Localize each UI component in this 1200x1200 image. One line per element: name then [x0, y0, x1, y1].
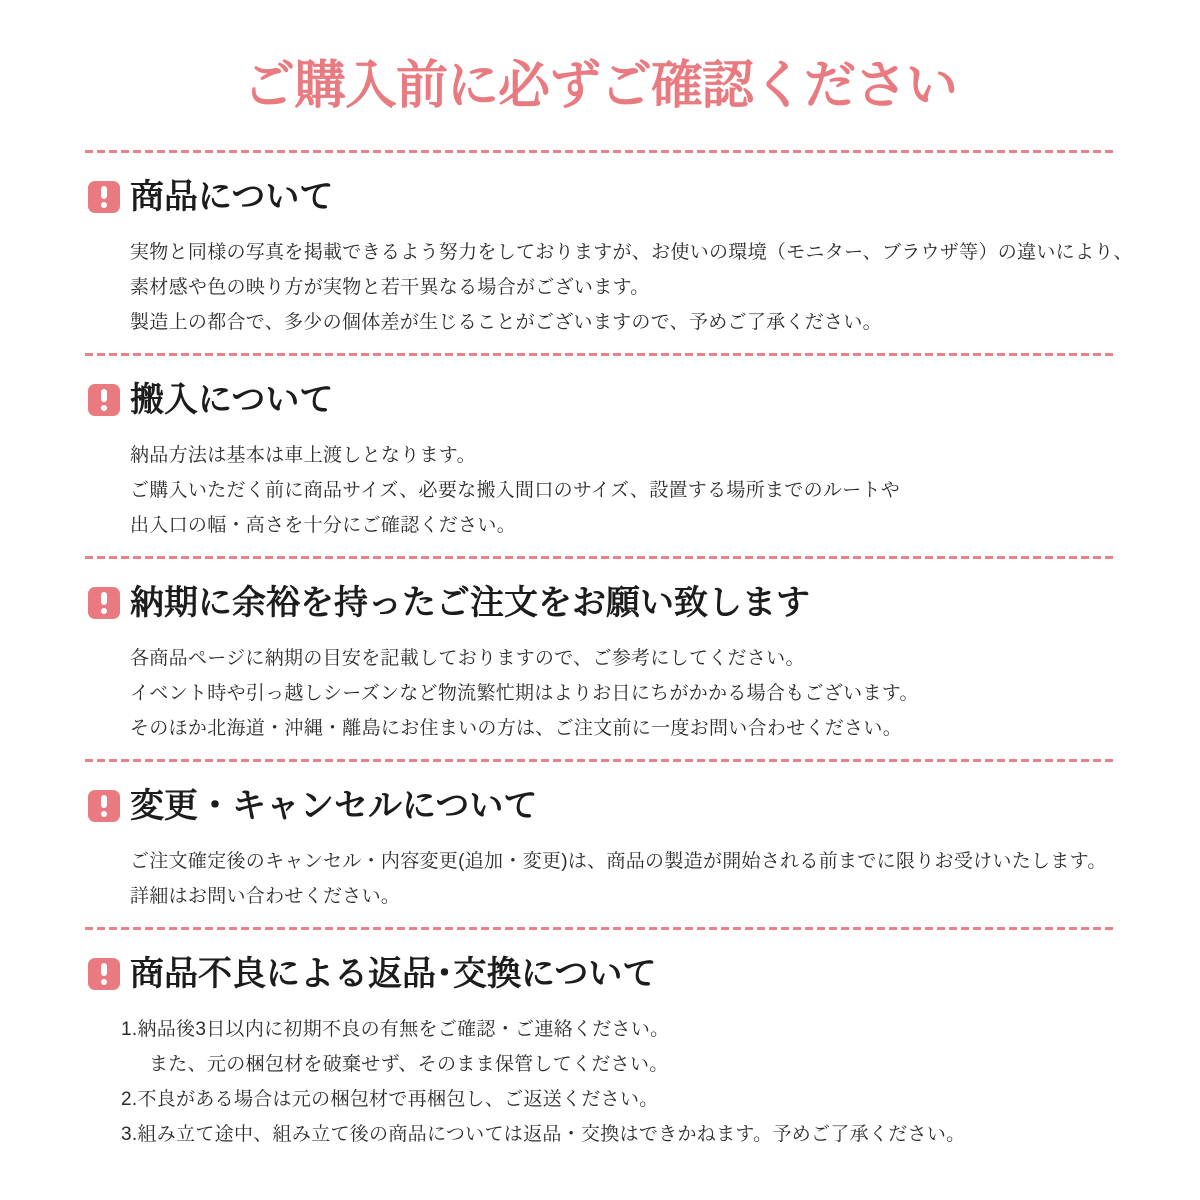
body-line: イベント時や引っ越しシーズンなど物流繁忙期はよりお日にちがかかる場合もございます。 [130, 683, 919, 705]
exclamation-icon [88, 181, 120, 213]
section-change-cancel [0, 762, 1200, 927]
section-body [88, 235, 1140, 346]
section-body [88, 844, 1140, 920]
body-line: 製造上の都合で、多少の個体差が生じることがございますので、予めご了承ください。 [130, 312, 882, 334]
body-line: 3.組み立て途中、組み立て後の商品については返品・交換はできかねます。予めご了承ください。 [121, 1124, 966, 1146]
section-heading-row [88, 952, 1140, 996]
section-heading: 商品不良による返品･交換について [130, 955, 657, 994]
exclamation-icon [88, 958, 120, 990]
section-lead-time [0, 559, 1200, 759]
section-heading-row [88, 581, 1140, 625]
body-line: 2.不良がある場合は元の梱包材で再梱包し、ご返送ください。 [121, 1089, 659, 1111]
body-line: そのほか北海道・沖縄・離島にお住まいの方は、ご注文前に一度お問い合わせください。 [130, 718, 903, 740]
body-line: 出入口の幅・高さを十分にご確認ください。 [130, 515, 517, 537]
body-line: ご注文確定後のキャンセル・内容変更(追加・変更)は、商品の製造が開始される前までに限りお受けいたします。 [130, 851, 1107, 873]
body-line: 各商品ページに納期の目安を記載しておりますので、ご参考にしてください。 [130, 648, 805, 670]
section-delivery [0, 356, 1200, 556]
exclamation-icon [88, 790, 120, 822]
section-heading-row [88, 378, 1140, 422]
body-line: ご購入いただく前に商品サイズ、必要な搬入間口のサイズ、設置する場所までのルートや [130, 480, 901, 502]
section-product-info [0, 153, 1200, 353]
section-return-exchange [0, 930, 1200, 1165]
section-body [88, 438, 1140, 549]
page-title: ご購入前に必ずご確認ください [242, 57, 957, 115]
body-line: 1.納品後3日以内に初期不良の有無をご確認・ご連絡ください。 [121, 1019, 670, 1041]
body-line: 実物と同様の写真を掲載できるよう努力をしておりますが、お使いの環境（モニター、ブラウザ等）の違いにより、 [130, 242, 1133, 264]
section-heading-row [88, 784, 1140, 828]
section-heading: 商品について [130, 178, 334, 217]
section-heading-row [88, 175, 1140, 219]
exclamation-icon [88, 587, 120, 619]
body-line: 詳細はお問い合わせください。 [130, 886, 401, 908]
body-line: 素材感や色の映り方が実物と若干異なる場合がございます。 [130, 277, 650, 299]
exclamation-icon [88, 384, 120, 416]
section-heading: 納期に余裕を持ったご注文をお願い致します [130, 584, 810, 623]
section-heading: 搬入について [130, 381, 334, 420]
section-body [88, 1012, 1140, 1158]
section-heading: 変更・キャンセルについて [130, 787, 538, 826]
section-body [88, 641, 1140, 752]
body-line: 納品方法は基本は車上渡しとなります。 [130, 445, 476, 467]
body-line: また、元の梱包材を破棄せず、そのまま保管してください。 [149, 1054, 669, 1076]
